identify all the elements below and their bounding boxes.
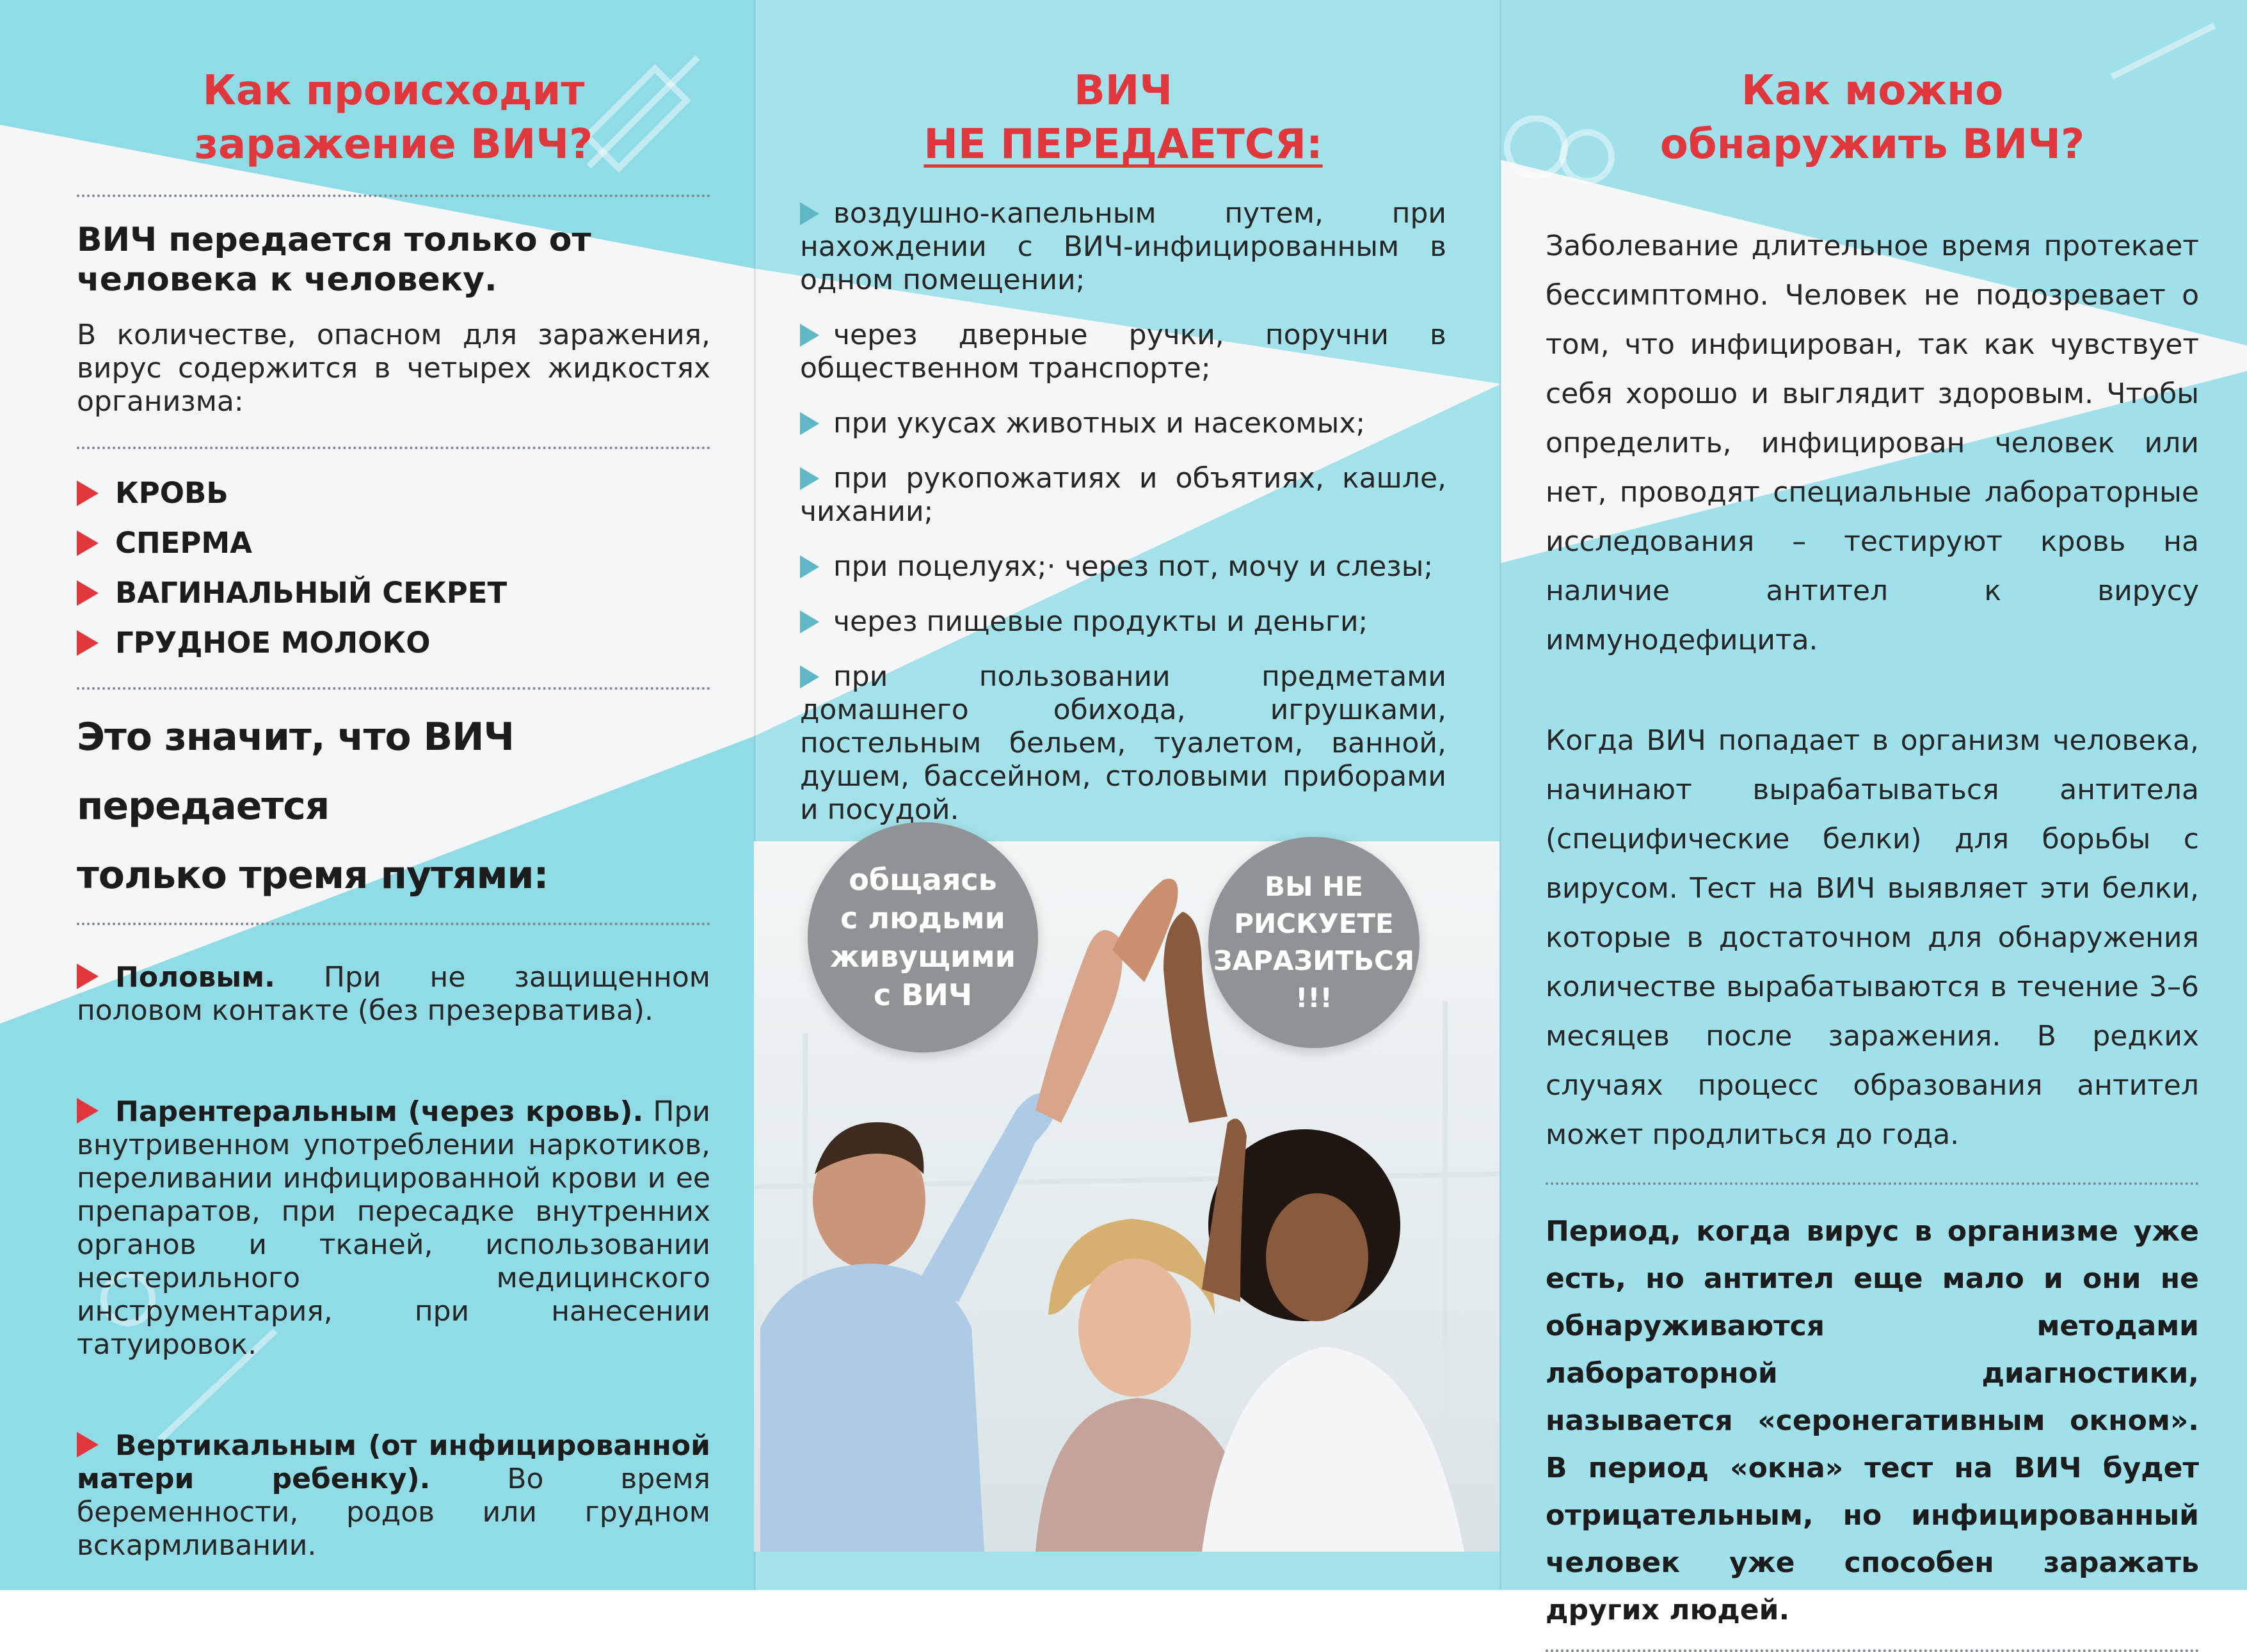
teal-triangle-icon [800,202,819,225]
detection-paragraph-2: Когда ВИЧ попадает в организм человека, начинают вырабатываться антитела (специфические белки) для борьбы с вирусом. Тест на ВИЧ выявляет эти белки, которые в достаточном для обнаружения количестве вырабатываются в течение 3–6 месяцев после заражения. В редких случаях процесс образования антител может продлиться до года. [1546,724,2199,1151]
title-line-2: обнаружить ВИЧ? [1659,121,2085,168]
title-line-1: Как можно [1741,67,2004,115]
teal-triangle-icon [800,467,819,490]
bubble-line: !!! [1295,982,1332,1013]
bubble-line: с людьми [840,901,1005,935]
title-line-2: заражение ВИЧ? [194,121,593,168]
fluid-item [77,618,710,668]
panel-how-to-detect [1517,0,2247,1626]
teal-triangle-icon [800,610,819,633]
list-item [800,407,1446,440]
heading-line-1: Это значит, что ВИЧ передается [77,715,514,829]
bubble-line: живущими [829,939,1016,974]
fold-line-right [1499,0,1501,1590]
route-text: При внутривенном употреблении наркотиков, переливании инфицированной крови и ее препаратов, при пересадке внутренних органов и тканей, использовании нестерильного медицинского инструментария, при нанесении татуировок. [77,1095,710,1361]
fluid-label: ГРУДНОЕ МОЛОКО [115,626,431,660]
red-triangle-icon [77,630,99,656]
three-routes-heading [77,703,710,910]
route-text: Во время беременности, родов или грудном вскармливании. [77,1463,710,1562]
teal-triangle-icon [800,412,819,435]
bubble-communicating [808,822,1038,1052]
red-triangle-icon [77,964,99,989]
title-line-2: НЕ ПЕРЕДАЕТСЯ: [924,121,1323,168]
lead-statement: ВИЧ передается только от человека к человеку. [77,221,591,299]
bubble-line: с ВИЧ [873,978,972,1012]
panel-title-how-infection [77,0,710,171]
route-name: Парентеральным (через кровь). [115,1095,644,1128]
list-item [800,197,1446,297]
red-triangle-icon [77,530,99,556]
bubble-line: общаясь [849,862,997,897]
red-triangle-icon [77,1432,99,1457]
detection-paragraph-1: Заболевание длительное время протекает бессимптомно. Человек не подозревает о том, что инфицирован, так как чувствует себя хорошо и выглядит здоровым. Чтобы определить, инфицирован человек или нет, проводят специальные лабораторные исследования – тестируют кровь на наличие антител к вирусу иммунодефицита. [1546,230,2199,656]
fluids-list [77,468,710,668]
red-triangle-icon [77,1098,99,1124]
bubble-line: ВЫ НЕ [1264,871,1363,902]
red-triangle-icon [77,580,99,606]
item-text: через дверные ручки, поручни в общественном транспорте; [800,319,1446,385]
list-item [800,462,1446,528]
fluid-label: КРОВЬ [115,476,228,510]
route-vertical [77,1429,710,1562]
panel-title-not-transmitted [800,0,1446,171]
fluid-item [77,568,710,618]
heading-line-2: только тремя путями: [77,853,548,898]
item-text: через пищевые продукты и деньги; [833,605,1368,638]
bubble-not-at-risk [1208,837,1419,1048]
fluid-item [77,468,710,518]
panel-title-how-to-detect [1546,0,2199,171]
seronegative-window-paragraph: Период, когда вирус в организме уже есть, но антител еще мало и они не обнаруживаются методами лабораторной диагностики, называется «серонегативным окном». В период «окна» тест на ВИЧ будет отрицательным, но инфицированный человек уже способен заражать других людей. [1546,1215,2199,1626]
item-text: при рукопожатиях и объятиях, кашле, чихании; [800,462,1446,528]
list-item [800,550,1446,584]
fluid-item [77,518,710,568]
item-text: при пользовании предметами домашнего обихода, игрушками, постельным бельем, туалетом, ванной, душем, бассейном, столовыми приборами и посудой. [800,660,1446,826]
teal-triangle-icon [800,665,819,688]
route-parenteral [77,1095,710,1362]
bubble-line: ЗАРАЗИТЬСЯ [1213,945,1415,976]
teal-triangle-icon [800,324,819,347]
route-sexual [77,961,710,1028]
not-transmitted-list [800,197,1446,827]
title-line-1: Как происходит [202,67,585,115]
item-text: при поцелуях;· через пот, мочу и слезы; [833,550,1434,583]
panel-how-infection-happens [26,0,762,1590]
item-text: воздушно-капельным путем, при нахождении с ВИЧ-инфицированным в одном помещении; [800,197,1446,296]
list-item [800,605,1446,639]
title-line-1: ВИЧ [1073,67,1173,115]
route-text: При не защищенном половом контакте (без презерватива). [77,961,710,1027]
dotted-divider [1546,1649,2199,1652]
fluid-label: СПЕРМА [115,526,253,560]
route-name: Вертикальным (от инфицированной матери ребенку). [77,1429,710,1495]
list-item [800,660,1446,827]
intro-paragraph: В количестве, опасном для заражения, вирус содержится в четырех жидкостях организма: [77,319,710,418]
route-name: Половым. [115,961,275,994]
bubble-line: РИСКУЕТЕ [1234,908,1394,939]
teal-triangle-icon [800,555,819,578]
red-triangle-icon [77,481,99,506]
list-item [800,319,1446,385]
item-text: при укусах животных и насекомых; [833,407,1366,440]
fluid-label: ВАГИНАЛЬНЫЙ СЕКРЕТ [115,576,508,610]
